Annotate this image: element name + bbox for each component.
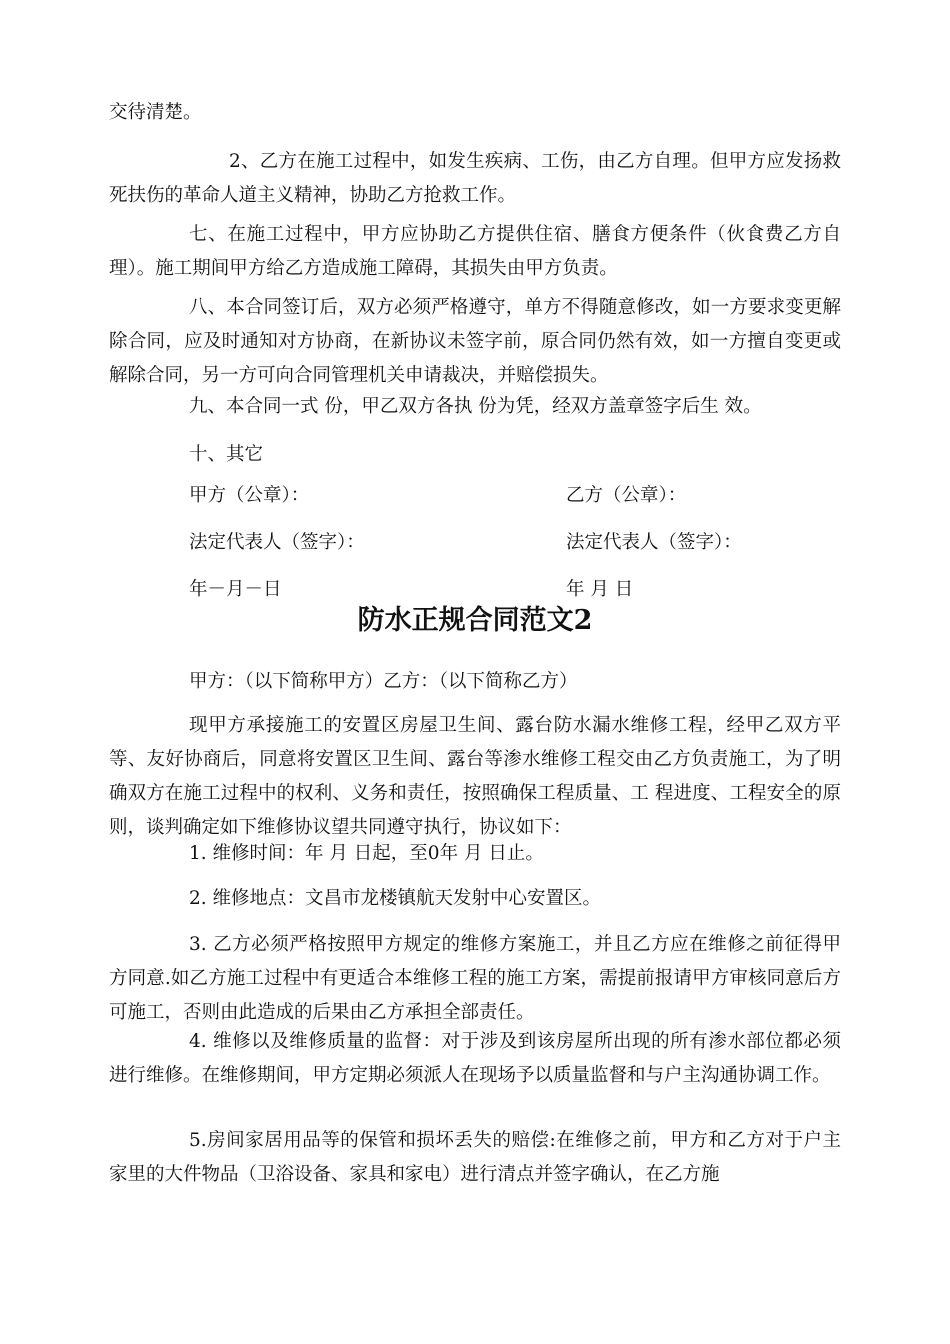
list-item-1: 1. 维修时间：年 月 日起，至0年 月 日止。	[189, 843, 544, 864]
document-title: 防水正规合同范文2	[357, 605, 593, 636]
paragraph-clause-8: 八、本合同签订后，双方必须严格遵守，单方不得随意修改，如一方要求变更解除合同，应及时通知对方协商，在新协议未签字前，原合同仍然有效，如一方擅自变更或解除合同，另一方可向合同管理机关申请裁决，并赔偿损失。	[109, 297, 841, 386]
party-a-seal: 甲方（公章）：	[189, 485, 310, 506]
party-b-seal: 乙方（公章）：	[566, 485, 687, 506]
party-b-representative: 法定代表人（签字）：	[566, 532, 742, 553]
paragraph-clause-10: 十、其它	[189, 444, 264, 465]
list-item-4: 4. 维修以及维修质量的监督：对于涉及到该房屋所出现的所有渗水部位都必须进行维修。在维修期间，甲方定期必须派人在现场予以质量监督和与户主沟通协调工作。	[109, 1031, 841, 1086]
paragraph-clause-7: 七、在施工过程中，甲方应协助乙方提供住宿、膳食方便条件（伙食费乙方自理）。施工期间甲方给乙方造成施工障碍，其损失由甲方负责。	[109, 224, 841, 279]
party-a-date: 年－月－日	[189, 579, 282, 600]
paragraph-parties: 甲方：（以下简称甲方）乙方：（以下简称乙方）	[189, 671, 578, 692]
list-item-5: 5.房间家居用品等的保管和损坏丢失的赔偿:在维修之前，甲方和乙方对于户主家里的大件物品（卫浴设备、家具和家电）进行清点并签字确认，在乙方施	[109, 1130, 841, 1185]
paragraph-clause-2: 2、乙方在施工过程中，如发生疾病、工伤，由乙方自理。但甲方应发扬救死扶伤的革命人道主义精神，协助乙方抢救工作。	[109, 151, 841, 206]
list-item-3: 3. 乙方必须严格按照甲方规定的维修方案施工，并且乙方应在维修之前征得甲方同意.如乙方施工过程中有更适合本维修工程的施工方案，需提前报请甲方审核同意后方可施工，否则由此造成的后果由乙方承担全部责任。	[109, 934, 841, 1023]
party-b-date: 年 月 日	[566, 579, 634, 600]
paragraph-clause-9: 九、本合同一式 份，甲乙双方各执 份为凭，经双方盖章签字后生 效。	[189, 396, 762, 417]
party-a-representative: 法定代表人（签字）：	[189, 532, 365, 553]
paragraph-continuation: 交待清楚。	[109, 102, 202, 123]
list-item-2: 2. 维修地点：文昌市龙楼镇航天发射中心安置区。	[189, 888, 602, 909]
paragraph-intro: 现甲方承接施工的安置区房屋卫生间、露台防水漏水维修工程，经甲乙双方平等、友好协商后，同意将安置区卫生间、露台等渗水维修工程交由乙方负责施工，为了明确双方在施工过程中的权利、义务和责任，按照确保工程质量、工 程进度、工程安全的原则，谈判确定如下维修协议望共同遵守执行，协议如下：	[109, 715, 841, 838]
